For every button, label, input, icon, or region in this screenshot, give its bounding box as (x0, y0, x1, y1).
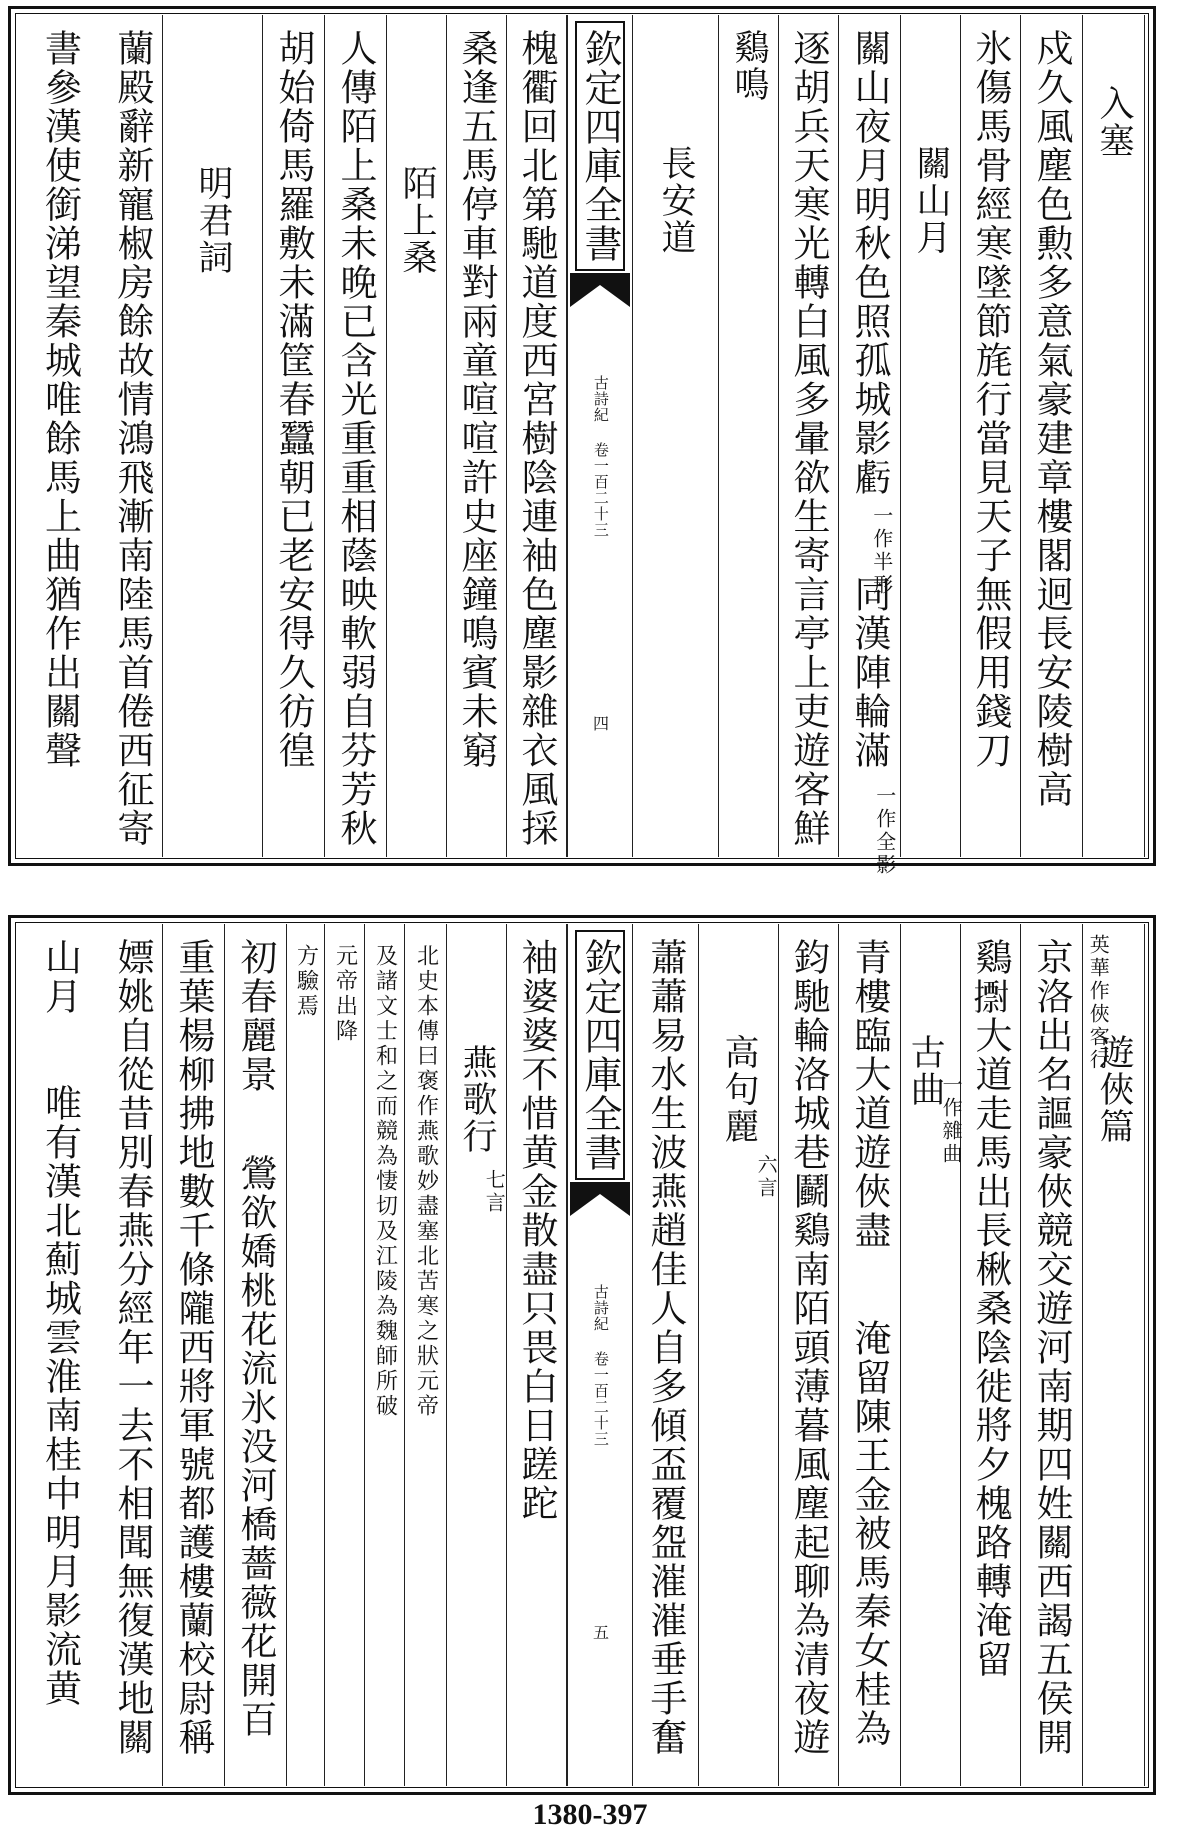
column (365, 924, 405, 1786)
poem-title: 關山月 (911, 145, 951, 256)
fish-tail-mark-icon (570, 1182, 630, 1216)
column (1021, 924, 1083, 1786)
text-line: 氷傷馬骨經寒墜節旄行當見天子無假用錢刀 (969, 29, 1012, 770)
column (961, 15, 1021, 857)
column (17, 924, 103, 1786)
column (779, 924, 839, 1786)
annotation: 一作半形 (869, 505, 894, 597)
column (287, 924, 325, 1786)
text-line: 青樓臨大道遊俠盡 (848, 938, 891, 1250)
poem-title: 鷄鳴 (729, 29, 769, 103)
text-line: 槐衢回北第馳道度西宮樹陰連袖色塵影雜衣風採 (515, 29, 558, 848)
page-number: 四 (590, 715, 610, 731)
page-caption: 1380-397 (532, 1798, 648, 1831)
column (103, 924, 163, 1786)
text-line: 桑逢五馬停車對兩童喧喧許史座鐘鳴賓未窮 (455, 29, 498, 770)
column (17, 15, 103, 857)
column (325, 924, 365, 1786)
text-line: 重葉楊柳拂地數千條隴西將軍號都護樓蘭校尉稱 (172, 938, 215, 1757)
column (779, 15, 839, 857)
book-title: 欽定四庫全書 (575, 930, 625, 1180)
annotation: 及諸文士和之而競為悽切及江陵為魏師所破 (372, 944, 398, 1419)
text-line: 鶯欲嬌桃花流氷没河橋薔薇花開百 (234, 1154, 277, 1739)
text-line: 初春麗景 (234, 938, 277, 1094)
text-line: 山月 (38, 938, 82, 1016)
annotation: 七言 (482, 1169, 507, 1215)
text-line: 人傳陌上桑未晚已含光重重相蔭映軟弱自芬芳秋 (334, 29, 377, 848)
poem-title: 明君詞 (193, 165, 233, 276)
column (839, 924, 901, 1786)
text-line: 蕭蕭易水生波燕趙佳人自多傾盃覆盌漼漼垂手奮 (644, 938, 687, 1757)
column (103, 15, 163, 857)
page-number: 五 (590, 1624, 610, 1640)
text-line: 逐胡兵天寒光轉白風多暈欲生寄言亭上吏遊客鮮 (787, 29, 830, 848)
column (447, 15, 507, 857)
center-gutter (567, 15, 633, 857)
text-line: 京洛出名謳豪俠競交遊河南期四姓關西謁五侯開 (1030, 938, 1073, 1757)
poem-title: 遊俠篇 (1094, 1034, 1134, 1145)
column (1021, 15, 1083, 857)
column (263, 15, 325, 857)
column (699, 924, 779, 1786)
annotation: 元帝出降 (332, 944, 358, 1044)
column (507, 924, 567, 1786)
volume-label: 古詩紀 卷一百二十三 (591, 375, 610, 538)
text-line: 蘭殿辭新寵椒房餘故情鴻飛漸南陸馬首倦西征寄 (111, 29, 154, 848)
annotation: 一作全影 (872, 785, 897, 877)
column (839, 15, 901, 877)
column (1083, 924, 1145, 1786)
fish-tail-mark-icon (570, 273, 630, 307)
text-line: 鷄𢷋大道走馬出長楸桑陰徙將夕槐路轉淹留 (969, 938, 1012, 1679)
text-line: 胡始倚馬羅敷未滿筐春蠶朝已老安得久彷徨 (272, 29, 315, 770)
column (163, 15, 263, 857)
text-line: 嫖姚自從昔別春燕分經年一去不相聞無復漢地關 (111, 938, 154, 1757)
book-title: 欽定四庫全書 (575, 21, 625, 271)
text-line: 書參漢使銜涕望秦城唯餘馬上曲猶作出關聲 (38, 29, 82, 770)
text-line: 袖婆婆不惜黄金散盡只畏白日蹉跎 (515, 938, 558, 1523)
column (901, 15, 961, 857)
poem-title: 古曲 (905, 1034, 946, 1108)
column (507, 15, 567, 857)
annotation: 一作雜曲 (939, 1074, 964, 1166)
volume-label: 古詩紀 卷一百二十三 (591, 1284, 610, 1447)
text-line: 淹留陳王金被馬秦女桂為 (848, 1319, 891, 1748)
annotation: 六言 (754, 1154, 779, 1200)
annotation: 方驗焉 (293, 944, 319, 1019)
upper-page (8, 6, 1156, 877)
text-line: 唯有漢北薊城雲淮南桂中明月影流黄 (38, 1084, 82, 1708)
column (1083, 15, 1145, 857)
column (225, 924, 287, 1786)
poem-title: 陌上桑 (397, 165, 437, 276)
poem-title: 燕歌行 (457, 1044, 497, 1155)
text-line: 同漢陣輪滿 (848, 575, 891, 770)
column (901, 924, 964, 1786)
column (405, 924, 447, 1786)
text-line: 戍久風塵色勲多意氣豪建章樓閣迥長安陵樹高 (1030, 29, 1073, 809)
poem-title: 長安道 (656, 145, 696, 256)
column (719, 15, 779, 857)
section-heading: 入塞 (1094, 85, 1134, 159)
column (961, 924, 1021, 1786)
column (633, 15, 719, 857)
column (633, 924, 699, 1786)
text-line: 鈞馳輪洛城巷鬬鷄南陌頭薄暮風塵起聊為清夜遊 (787, 938, 830, 1757)
column (325, 15, 387, 857)
annotation: 北史本傳曰褒作燕歌妙盡塞北苦寒之狀元帝 (413, 944, 439, 1419)
column (447, 924, 507, 1786)
column (163, 924, 225, 1786)
poem-title: 高句麗 (719, 1034, 759, 1145)
annotation: 英華作俠客行 (1086, 934, 1111, 1072)
text-line: 關山夜月明秋色照孤城影虧 (848, 29, 891, 497)
column (387, 15, 447, 857)
lower-page (8, 915, 1156, 1795)
center-gutter (567, 924, 633, 1786)
